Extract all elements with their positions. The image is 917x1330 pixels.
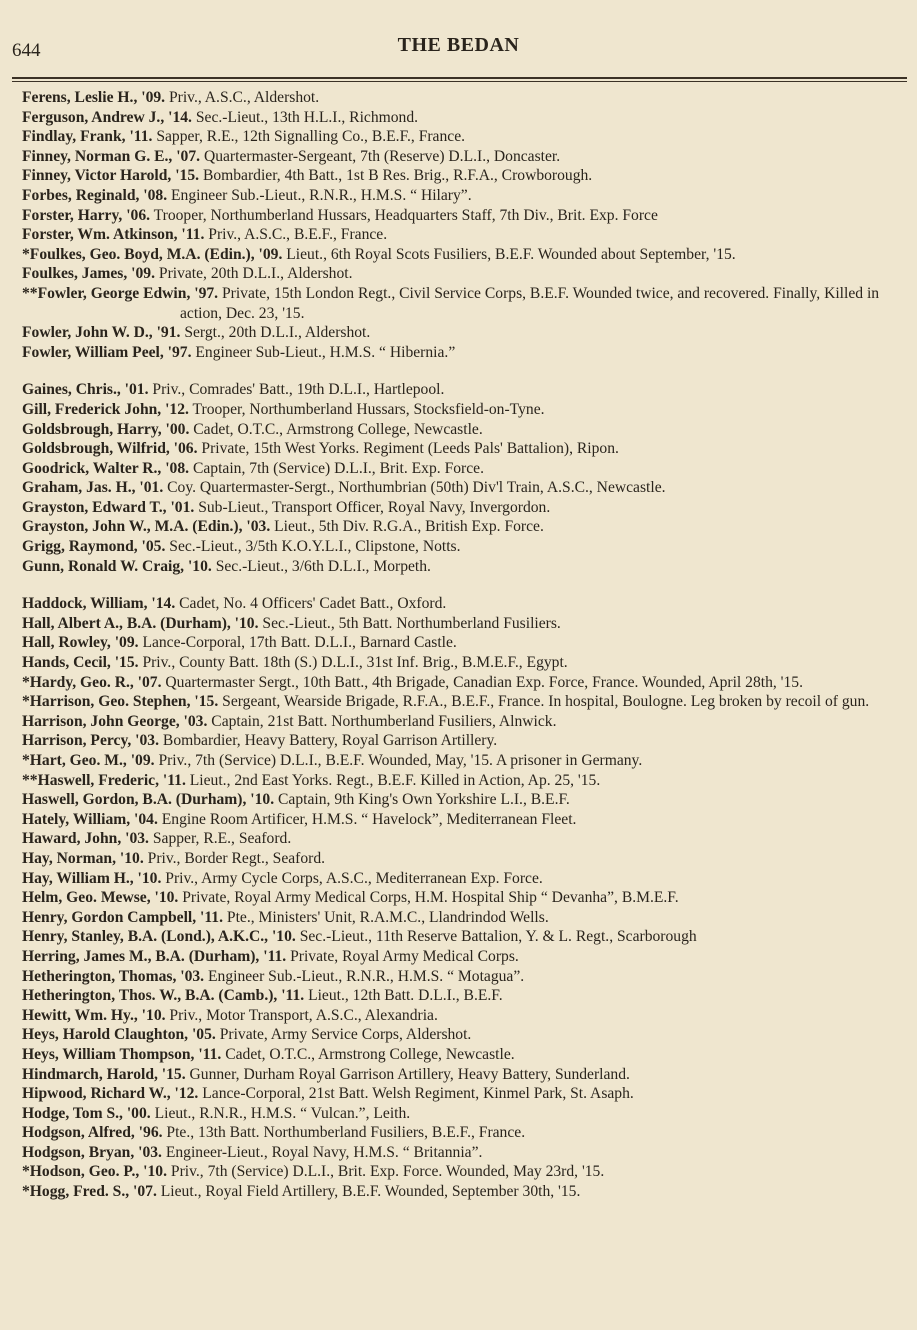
- list-item: [22, 1045, 911, 1065]
- entry-details: Engineer Sub.-Lieut., R.N.R., H.M.S. “ Hilary”.: [171, 186, 472, 204]
- roll-of-names: [0, 88, 917, 1220]
- entry-details: Cadet, No. 4 Officers' Cadet Batt., Oxford.: [179, 595, 447, 613]
- list-item: [22, 810, 911, 830]
- list-item: [22, 947, 911, 967]
- entry-name: Hipwood, Richard W., '12.: [22, 1085, 199, 1103]
- list-item: [22, 594, 911, 614]
- entry-details: Sec.-Lieut., 3/5th K.O.Y.L.I., Clipstone, Notts.: [169, 538, 461, 556]
- entry-details: Sapper, R.E., 12th Signalling Co., B.E.F., France.: [156, 128, 466, 146]
- entry-details: Sub-Lieut., Transport Officer, Royal Navy, Invergordon.: [198, 498, 551, 516]
- entry-details: Captain, 21st Batt. Northumberland Fusiliers, Alnwick.: [211, 712, 557, 730]
- entry-name: Goldsbrough, Wilfrid, '06.: [22, 440, 198, 458]
- list-item: [22, 633, 911, 653]
- entry-details: Priv., Motor Transport, A.S.C., Alexandria.: [169, 1006, 438, 1024]
- entry-details: Private, 15th London Regt., Civil Service Corps, B.E.F. Wounded twice, and recovered. Finally, Killed in action, Dec. 23, '15.: [180, 284, 880, 322]
- entry-details: Sec.-Lieut., 5th Batt. Northumberland Fusiliers.: [262, 614, 561, 632]
- letter-section: [0, 88, 917, 362]
- list-item: [22, 790, 911, 810]
- entry-details: Pte., 13th Batt. Northumberland Fusiliers, B.E.F., France.: [166, 1124, 526, 1142]
- list-item: [22, 147, 911, 167]
- list-item: [22, 343, 911, 363]
- entry-name: Heys, William Thompson, '11.: [22, 1045, 222, 1063]
- list-item: [22, 245, 911, 265]
- entry-details: Lieut., 5th Div. R.G.A., British Exp. Force.: [274, 518, 544, 536]
- entry-details: Lieut., 12th Batt. D.L.I., B.E.F.: [308, 987, 503, 1005]
- entry-details: Bombardier, 4th Batt., 1st B Res. Brig., R.F.A., Crowborough.: [202, 167, 593, 185]
- entry-details: Priv., A.S.C., Aldershot.: [168, 89, 320, 106]
- list-item: [22, 673, 911, 693]
- list-item: [22, 1182, 911, 1202]
- list-item: [22, 712, 911, 732]
- entry-details: Quartermaster Sergt., 10th Batt., 4th Brigade, Canadian Exp. Force, France. Wounded, April 28th, '15.: [165, 673, 803, 691]
- entry-name: Hodge, Tom S., '00.: [22, 1104, 151, 1122]
- list-item: [22, 537, 911, 557]
- entry-details: Priv., 7th (Service) D.L.I., Brit. Exp. Force. Wounded, May 23rd, '15.: [170, 1163, 605, 1181]
- header-rule: [12, 77, 907, 79]
- entry-details: Lance-Corporal, 17th Batt. D.L.I., Barnard Castle.: [142, 634, 457, 652]
- entry-details: Priv., 7th (Service) D.L.I., B.E.F. Wounded, May, '15. A prisoner in Germany.: [158, 752, 643, 769]
- entry-details: Captain, 7th (Service) D.L.I., Brit. Exp. Force.: [192, 459, 484, 477]
- entry-details: Cadet, O.T.C., Armstrong College, Newcastle.: [193, 420, 483, 438]
- entry-name: *Foulkes, Geo. Boyd, M.A. (Edin.), '09.: [22, 245, 283, 263]
- entry-name: Forster, Wm. Atkinson, '11.: [22, 226, 205, 244]
- entry-name: Haward, John, '03.: [22, 830, 149, 848]
- list-item: [22, 771, 911, 791]
- list-item: [22, 206, 911, 226]
- running-title: THE BEDAN: [397, 34, 520, 56]
- entry-details: Priv., Army Cycle Corps, A.S.C., Mediterranean Exp. Force.: [165, 869, 543, 887]
- entry-details: Quartermaster-Sergeant, 7th (Reserve) D.L.I., Doncaster.: [203, 147, 561, 165]
- entry-name: **Haswell, Frederic, '11.: [22, 771, 186, 789]
- list-item: [22, 908, 911, 928]
- list-item: [22, 1025, 911, 1045]
- entry-name: Hodgson, Bryan, '03.: [22, 1143, 162, 1161]
- entry-name: Harrison, Percy, '03.: [22, 732, 160, 750]
- list-item: [22, 264, 911, 284]
- list-item: [22, 186, 911, 206]
- list-item: [22, 888, 911, 908]
- entry-details: Lieut., Royal Field Artillery, B.E.F. Wounded, September 30th, '15.: [160, 1183, 581, 1201]
- entry-details: Sergt., 20th D.L.I., Aldershot.: [184, 324, 371, 342]
- entry-details: Sec.-Lieut., 13th H.L.I., Richmond.: [195, 108, 419, 126]
- entry-details: Engineer Sub-Lieut., H.M.S. “ Hibernia.”: [195, 343, 456, 361]
- list-item: [22, 478, 911, 498]
- list-item: [22, 986, 911, 1006]
- entry-details: Priv., County Batt. 18th (S.) D.L.I., 31st Inf. Brig., B.M.E.F., Egypt.: [142, 654, 568, 672]
- list-item: [22, 849, 911, 869]
- entry-name: Hay, William H., '10.: [22, 869, 162, 887]
- entry-name: Fowler, John W. D., '91.: [22, 324, 181, 342]
- entry-name: Helm, Geo. Mewse, '10.: [22, 889, 179, 907]
- list-item: [22, 88, 911, 108]
- entry-name: Hall, Albert A., B.A. (Durham), '10.: [22, 614, 259, 632]
- entry-name: Gunn, Ronald W. Craig, '10.: [22, 557, 212, 575]
- entry-details: Sergeant, Wearside Brigade, R.F.A., B.E.F., France. In hospital, Boulogne. Leg broken by recoil of gun.: [222, 693, 870, 711]
- list-item: [22, 967, 911, 987]
- list-item: [22, 459, 911, 479]
- entry-name: *Hardy, Geo. R., '07.: [22, 673, 162, 691]
- entry-name: Finney, Norman G. E., '07.: [22, 147, 201, 165]
- page-header: [0, 30, 917, 60]
- entry-name: Hay, Norman, '10.: [22, 849, 144, 867]
- entry-details: Sapper, R.E., Seaford.: [152, 830, 292, 848]
- list-item: [22, 1162, 911, 1182]
- list-item: [22, 557, 911, 577]
- entry-details: Priv., Comrades' Batt., 19th D.L.I., Hartlepool.: [152, 381, 445, 399]
- entry-name: Hall, Rowley, '09.: [22, 634, 139, 652]
- entry-details: Cadet, O.T.C., Armstrong College, Newcastle.: [225, 1045, 515, 1063]
- entry-name: Haddock, William, '14.: [22, 595, 176, 613]
- list-item: [22, 751, 911, 771]
- entry-name: Gaines, Chris., '01.: [22, 381, 149, 399]
- list-item: [22, 692, 911, 712]
- entry-name: *Hodson, Geo. P., '10.: [22, 1163, 167, 1181]
- entry-name: *Hogg, Fred. S., '07.: [22, 1183, 157, 1201]
- entry-name: Goodrick, Walter R., '08.: [22, 459, 190, 477]
- list-item: [22, 1006, 911, 1026]
- entry-details: Captain, 9th King's Own Yorkshire L.I., B.E.F.: [278, 791, 570, 809]
- letter-section: [0, 380, 917, 576]
- entry-name: Forster, Harry, '06.: [22, 206, 151, 224]
- list-item: [22, 1084, 911, 1104]
- entry-details: Engine Room Artificer, H.M.S. “ Havelock”, Mediterranean Fleet.: [161, 810, 577, 828]
- entry-details: Sec.-Lieut., 11th Reserve Battalion, Y. & L. Regt., Scarborough: [299, 928, 697, 946]
- entry-name: Hindmarch, Harold, '15.: [22, 1065, 186, 1083]
- entry-name: Fowler, William Peel, '97.: [22, 343, 192, 361]
- entry-name: Forbes, Reginald, '08.: [22, 186, 168, 204]
- entry-details: Pte., Ministers' Unit, R.A.M.C., Llandrindod Wells.: [226, 908, 549, 926]
- entry-details: Priv., Border Regt., Seaford.: [147, 849, 326, 867]
- entry-name: Hodgson, Alfred, '96.: [22, 1124, 163, 1142]
- entry-details: Engineer Sub.-Lieut., R.N.R., H.M.S. “ Motagua”.: [208, 967, 525, 985]
- entry-name: Finney, Victor Harold, '15.: [22, 167, 200, 185]
- entry-details: Bombardier, Heavy Battery, Royal Garrison Artillery.: [162, 732, 498, 750]
- entry-name: **Fowler, George Edwin, '97.: [22, 284, 219, 302]
- entry-details: Private, Royal Army Medical Corps, H.M. Hospital Ship “ Devanha”, B.M.E.F.: [182, 889, 679, 907]
- entry-name: Graham, Jas. H., '01.: [22, 479, 164, 497]
- entry-details: Private, Army Service Corps, Aldershot.: [219, 1026, 472, 1044]
- entry-name: Harrison, John George, '03.: [22, 712, 208, 730]
- entry-name: *Hart, Geo. M., '09.: [22, 752, 155, 769]
- list-item: [22, 439, 911, 459]
- entry-details: Gunner, Durham Royal Garrison Artillery, Heavy Battery, Sunderland.: [189, 1065, 630, 1083]
- list-item: [22, 108, 911, 128]
- entry-details: Private, Royal Army Medical Corps.: [290, 947, 519, 965]
- entry-details: Sec.-Lieut., 3/6th D.L.I., Morpeth.: [215, 557, 431, 575]
- entry-name: Grigg, Raymond, '05.: [22, 538, 166, 556]
- entry-name: Grayston, John W., M.A. (Edin.), '03.: [22, 518, 271, 536]
- entry-name: Henry, Stanley, B.A. (Lond.), A.K.C., '10.: [22, 928, 296, 946]
- page-number: 644: [12, 40, 41, 61]
- list-item: [22, 380, 911, 400]
- entry-name: Foulkes, James, '09.: [22, 265, 155, 283]
- entry-name: Henry, Gordon Campbell, '11.: [22, 908, 224, 926]
- entry-details: Lieut., 6th Royal Scots Fusiliers, B.E.F. Wounded about September, '15.: [286, 245, 736, 263]
- list-item: [22, 927, 911, 947]
- list-item: [22, 127, 911, 147]
- entry-details: Engineer-Lieut., Royal Navy, H.M.S. “ Britannia”.: [165, 1143, 483, 1161]
- entry-name: *Harrison, Geo. Stephen, '15.: [22, 693, 219, 711]
- list-item: [22, 1143, 911, 1163]
- entry-name: Ferguson, Andrew J., '14.: [22, 108, 192, 126]
- list-item: [22, 517, 911, 537]
- entry-name: Grayston, Edward T., '01.: [22, 498, 195, 516]
- entry-name: Ferens, Leslie H., '09.: [22, 89, 166, 106]
- entry-details: Lance-Corporal, 21st Batt. Welsh Regiment, Kinmel Park, St. Asaph.: [202, 1085, 634, 1103]
- list-item: [22, 323, 911, 343]
- entry-name: Gill, Frederick John, '12.: [22, 400, 189, 418]
- entry-details: Lieut., R.N.R., H.M.S. “ Vulcan.”, Leith.: [154, 1104, 411, 1122]
- entry-details: Coy. Quartermaster-Sergt., Northumbrian (50th) Div'l Train, A.S.C., Newcastle.: [167, 479, 666, 497]
- entry-details: Trooper, Northumberland Hussars, Headquarters Staff, 7th Div., Brit. Exp. Force: [153, 206, 658, 224]
- list-item: [22, 284, 911, 323]
- list-item: [22, 498, 911, 518]
- entry-name: Goldsbrough, Harry, '00.: [22, 420, 190, 438]
- entry-name: Findlay, Frank, '11.: [22, 128, 153, 146]
- entry-name: Heys, Harold Claughton, '05.: [22, 1026, 216, 1044]
- list-item: [22, 1104, 911, 1124]
- list-item: [22, 420, 911, 440]
- list-item: [22, 614, 911, 634]
- list-item: [22, 1065, 911, 1085]
- entry-name: Hetherington, Thomas, '03.: [22, 967, 205, 985]
- entry-details: Private, 20th D.L.I., Aldershot.: [158, 265, 353, 283]
- entry-details: Priv., A.S.C., B.E.F., France.: [208, 226, 388, 244]
- entry-details: Lieut., 2nd East Yorks. Regt., B.E.F. Killed in Action, Ap. 25, '15.: [189, 771, 601, 789]
- entry-details: Trooper, Northumberland Hussars, Stocksfield-on-Tyne.: [192, 400, 545, 418]
- list-item: [22, 166, 911, 186]
- list-item: [22, 653, 911, 673]
- entry-name: Haswell, Gordon, B.A. (Durham), '10.: [22, 791, 275, 809]
- entry-name: Hands, Cecil, '15.: [22, 654, 139, 672]
- list-item: [22, 400, 911, 420]
- header-rule-thin: [12, 81, 907, 82]
- entry-details: Private, 15th West Yorks. Regiment (Leeds Pals' Battalion), Ripon.: [201, 440, 619, 458]
- list-item: [22, 731, 911, 751]
- entry-name: Hately, William, '04.: [22, 810, 158, 828]
- entry-name: Hetherington, Thos. W., B.A. (Camb.), '11.: [22, 987, 305, 1005]
- entry-name: Herring, James M., B.A. (Durham), '11.: [22, 947, 287, 965]
- entry-name: Hewitt, Wm. Hy., '10.: [22, 1006, 166, 1024]
- list-item: [22, 1123, 911, 1143]
- list-item: [22, 225, 911, 245]
- list-item: [22, 829, 911, 849]
- list-item: [22, 869, 911, 889]
- letter-section: [0, 594, 917, 1201]
